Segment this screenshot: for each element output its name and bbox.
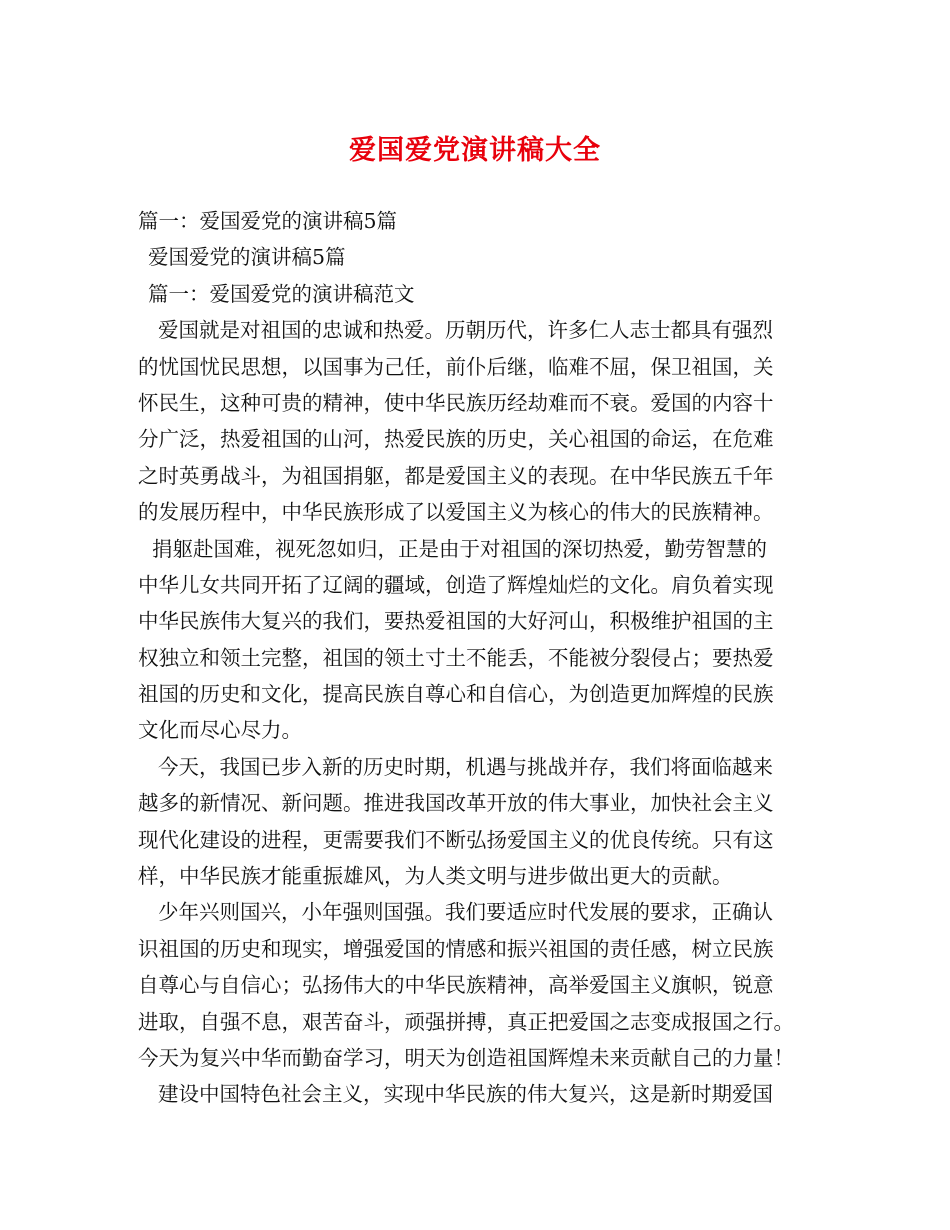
text-line: 之时英勇战斗，为祖国捐躯，都是爱国主义的表现。在中华民族五千年 <box>138 463 774 488</box>
text-line: 现代化建设的进程，更需要我们不断弘扬爱国主义的优良传统。只有这 <box>138 827 774 852</box>
text-line: 文化而尽心尽力。 <box>138 718 302 743</box>
text-line: 样，中华民族才能重振雄风，为人类文明与进步做出更大的贡献。 <box>138 864 733 889</box>
text-line: 建设中国特色社会主义，实现中华民族的伟大复兴，这是新时期爱国 <box>158 1082 773 1107</box>
text-line: 进取，自强不息，艰苦奋斗，顽强拼搏，真正把爱国之志变成报国之行。 <box>138 1009 794 1034</box>
text-line: 分广泛，热爱祖国的山河，热爱民族的历史，关心祖国的命运，在危难 <box>138 427 774 452</box>
text-line: 捐躯赴国难，视死忽如归，正是由于对祖国的深切热爱，勤劳智慧的 <box>152 536 767 561</box>
text-line: 爱国就是对祖国的忠诚和热爱。历朝历代，许多仁人志士都具有强烈 <box>158 318 773 343</box>
document-body <box>138 203 828 1113</box>
text-line: 中华儿女共同开拓了辽阔的疆域，创造了辉煌灿烂的文化。肩负着实现 <box>138 572 774 597</box>
text-line: 爱国爱党的演讲稿5篇 <box>148 245 346 270</box>
text-line: 怀民生，这种可贵的精神，使中华民族历经劫难而不衰。爱国的内容十 <box>138 390 774 415</box>
text-line: 篇一：爱国爱党的演讲稿5篇 <box>138 209 398 233</box>
text-line: 祖国的历史和文化，提高民族自尊心和自信心，为创造更加辉煌的民族 <box>138 682 774 707</box>
text-line: 的忧国忧民思想，以国事为己任，前仆后继，临难不屈，保卫祖国，关 <box>138 354 774 379</box>
text-line: 权独立和领土完整，祖国的领土寸土不能丢，不能被分裂侵占；要热爱 <box>138 645 774 670</box>
text-line: 识祖国的历史和现实，增强爱国的情感和振兴祖国的责任感，树立民族 <box>138 936 774 961</box>
text-line: 今天，我国已步入新的历史时期，机遇与挑战并存，我们将面临越来 <box>158 754 773 779</box>
text-line: 今天为复兴中华而勤奋学习，明天为创造祖国辉煌未来贡献自己的力量！ <box>138 1045 794 1070</box>
text-line: 篇一：爱国爱党的演讲稿范文 <box>148 281 415 306</box>
text-line: 自尊心与自信心；弘扬伟大的中华民族精神，高举爱国主义旗帜，锐意 <box>138 973 774 998</box>
text-line: 的发展历程中，中华民族形成了以爱国主义为核心的伟大的民族精神。 <box>138 500 774 525</box>
text-line: 少年兴则国兴，小年强则国强。我们要适应时代发展的要求，正确认 <box>158 900 773 925</box>
text-line: 越多的新情况、新问题。推进我国改革开放的伟大事业，加快社会主义 <box>138 791 774 816</box>
text-line: 中华民族伟大复兴的我们，要热爱祖国的大好河山，积极维护祖国的主 <box>138 609 774 634</box>
document-title: 爱国爱党演讲稿大全 <box>349 135 601 166</box>
